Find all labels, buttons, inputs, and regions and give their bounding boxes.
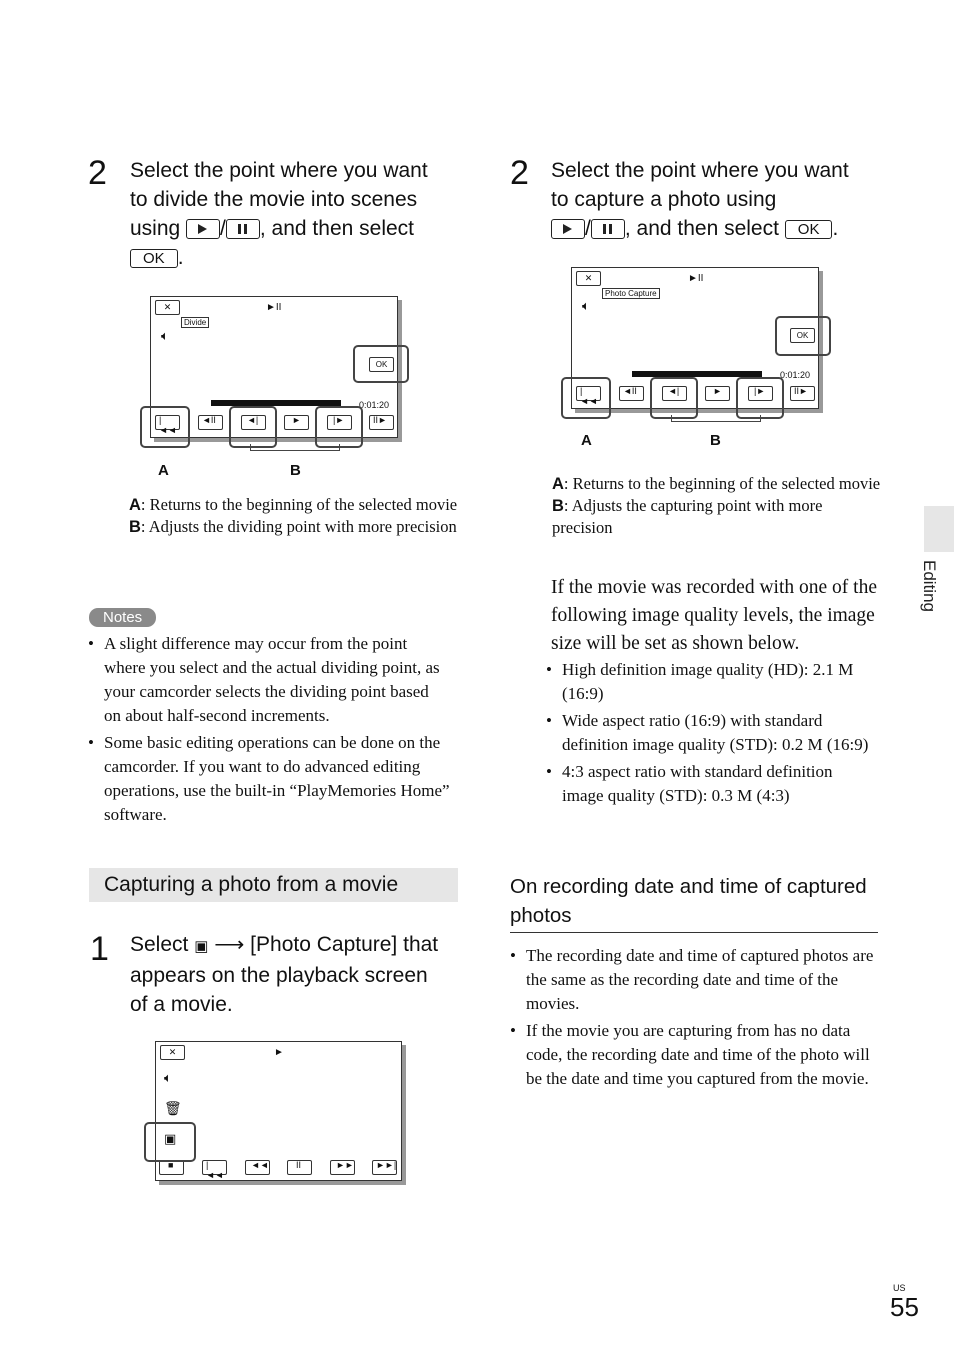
subheading-recording-date: On recording date and time of captured photos [510, 872, 878, 933]
label-b: B [290, 462, 301, 479]
label-a: A [158, 462, 169, 479]
photo-capture-highlight [144, 1122, 196, 1162]
divide-tag: Divide [181, 317, 209, 328]
ok-button[interactable]: OK [369, 357, 394, 372]
list-item: • Some basic editing operations can be done on the camcorder. If you want to do advanced editing operations, use the built-in “PlayMemories Home” software. [88, 731, 450, 827]
bracket-b [671, 415, 761, 422]
play-icon[interactable]: ► [705, 386, 730, 401]
trash-icon[interactable]: 🗑︎ [164, 1101, 182, 1117]
pause-icon [226, 219, 260, 239]
ok-highlight [353, 345, 409, 383]
caption-a: A: Returns to the beginning of the selected movie [129, 495, 458, 514]
step-back-icon[interactable]: ◄| [662, 386, 687, 401]
time-readout: 0:01:20 [359, 400, 390, 410]
play-icon [551, 219, 585, 239]
quality-list [546, 658, 876, 811]
step-number-2-right: 2 [510, 154, 529, 192]
play-status-icon: ► [274, 1047, 284, 1058]
label-a: A [581, 432, 592, 449]
ok-highlight [775, 316, 831, 356]
play-icon [186, 219, 220, 239]
step-number-2-left: 2 [88, 154, 107, 192]
step-back-icon[interactable]: ◄| [241, 415, 266, 430]
region-code: US [893, 1283, 906, 1293]
label-b: B [710, 432, 721, 449]
step-line: to capture a photo using [551, 188, 777, 211]
step-2-capture-instruction [551, 156, 896, 243]
step-line: to divide the movie into scenes [130, 188, 418, 211]
skip-to-start-icon[interactable]: |◄◄ [155, 415, 180, 430]
next-icon[interactable]: ►►| [372, 1160, 397, 1175]
capture-caption [552, 473, 882, 538]
caption-a: A: Returns to the beginning of the selected movie [552, 474, 881, 493]
pause-icon [591, 219, 625, 239]
highlight-a [140, 406, 190, 448]
step-1-instruction [130, 930, 470, 1019]
list-item: • 4:3 aspect ratio with standard definition image quality (STD): 0.3 M (4:3) [546, 760, 876, 808]
divide-caption [129, 494, 459, 538]
step-line: appears on the playback screen [130, 964, 428, 987]
highlight-b1 [229, 406, 277, 448]
highlight-a [561, 377, 611, 419]
ok-button-label: OK [130, 249, 178, 268]
frame-forward-slow-icon[interactable]: II► [369, 415, 394, 430]
step-line: of a movie. [130, 993, 233, 1016]
list-item: • If the movie you are capturing from has no data code, the recording date and time of the photo will be the date and time you captured from the movie. [510, 1019, 880, 1091]
frame-back-slow-icon[interactable]: ◄II [619, 386, 644, 401]
ok-button[interactable]: OK [790, 328, 815, 343]
list-item: • The recording date and time of captured photos are the same as the recording date and time of the movies. [510, 944, 880, 1016]
caption-b: B: Adjusts the capturing point with more precision [552, 496, 823, 537]
image-quality-lead: If the movie was recorded with one of the following image quality levels, the image size will be set as shown below. [551, 577, 877, 654]
bracket-b [250, 444, 340, 451]
photo-capture-icon: ▣ [194, 938, 209, 955]
date-list [510, 944, 880, 1094]
close-icon[interactable]: ✕ [160, 1045, 185, 1060]
photo-capture-icon[interactable]: ▣ [164, 1132, 177, 1147]
step-line: Select the point where you want [551, 159, 849, 182]
photo-capture-tag: Photo Capture [602, 288, 660, 299]
step-line: OK . [130, 243, 470, 272]
step-forward-icon[interactable]: |► [327, 415, 352, 430]
close-icon[interactable]: ✕ [155, 300, 180, 315]
step-2-divide-instruction [130, 156, 470, 272]
page-number: 55 [890, 1292, 919, 1322]
list-item: • High definition image quality (HD): 2.1 M (16:9) [546, 658, 876, 706]
close-icon[interactable]: ✕ [576, 271, 601, 286]
notes-badge: Notes [89, 609, 156, 627]
highlight-b2 [315, 406, 363, 448]
highlight-b2 [736, 377, 784, 419]
stop-icon[interactable]: ■ [159, 1160, 184, 1175]
step-number-1: 1 [90, 930, 109, 968]
section-title: Capturing a photo from a movie [89, 868, 458, 902]
side-tab-marker [924, 506, 954, 552]
step-line: Select the point where you want [130, 159, 428, 182]
caption-b: B: Adjusts the dividing point with more precision [129, 517, 457, 536]
frame-back-slow-icon[interactable]: ◄II [198, 415, 223, 430]
step-forward-icon[interactable]: |► [748, 386, 773, 401]
time-readout: 0:01:20 [780, 370, 811, 380]
ok-button-label: OK [785, 220, 833, 239]
skip-to-start-icon[interactable]: |◄◄ [576, 386, 601, 401]
notes-list [88, 632, 450, 830]
step-line: / , and then select OK . [551, 214, 896, 243]
volume-icon[interactable]: 🔈︎ [161, 329, 169, 344]
arrow-right-icon: ⟶ [208, 933, 245, 956]
pause-icon[interactable]: II [287, 1160, 312, 1175]
volume-icon[interactable]: 🔈︎ [164, 1071, 172, 1086]
play-pause-icon: ►II [688, 273, 704, 284]
previous-icon[interactable]: |◄◄ [202, 1160, 227, 1175]
side-tab-label: Editing [920, 560, 939, 612]
list-item: • Wide aspect ratio (16:9) with standard definition image quality (STD): 0.2 M (16:9) [546, 709, 876, 757]
volume-icon[interactable]: 🔈︎ [582, 299, 590, 314]
step-line: using / , and then select [130, 217, 414, 240]
play-pause-icon: ►II [266, 302, 282, 313]
fast-forward-icon[interactable]: ►► [330, 1160, 355, 1175]
highlight-b1 [650, 377, 698, 419]
list-item: • A slight difference may occur from the point where you select and the actual dividing point, as your camcorder selects the dividing point based on about half-second increments. [88, 632, 450, 728]
frame-forward-slow-icon[interactable]: II► [790, 386, 815, 401]
rewind-icon[interactable]: ◄◄ [245, 1160, 270, 1175]
step-line: Select ▣ ⟶ [Photo Capture] that [130, 933, 439, 956]
play-icon[interactable]: ► [284, 415, 309, 430]
